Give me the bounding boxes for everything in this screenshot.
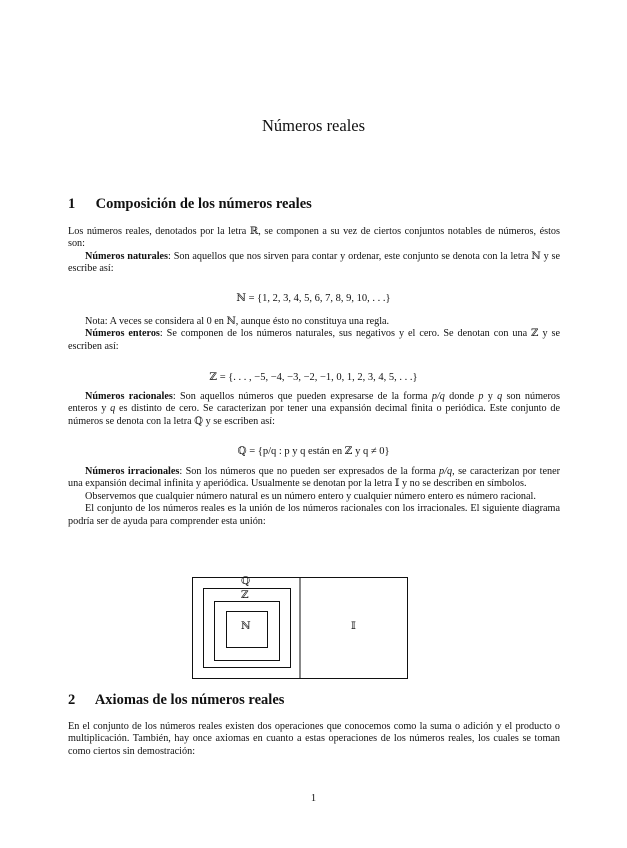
racionales-q: q [497, 391, 503, 402]
naturales-term: Números naturales [85, 250, 169, 262]
enteros-block [68, 316, 560, 353]
observemos-paragraph: Observemos que cualquier número natural es un número entero y cualquier número entero es número racional. [85, 490, 536, 502]
union-paragraph: El conjunto de los números reales es la unión de los números racionales con los irracionales. El siguiente diagrama podría ser de ayuda para comprender esta unión: [68, 503, 560, 527]
section-1-intro-block [68, 226, 560, 276]
enteros-text: : Se componen de los números naturales, sus negativos y el cero. Se denotan con una ℤ y se escriben así: [68, 328, 560, 352]
irracionales-text-a: : Son los números que no pueden ser expresados de la forma [179, 466, 440, 477]
section-2-heading [68, 692, 284, 709]
enteros-formula: ℤ = {. . . , −5, −4, −3, −2, −1, 0, 1, 2, 3, 4, 5, . . .} [209, 372, 418, 383]
section-1-intro: Los números reales, denotados por la letra ℝ, se componen a su vez de ciertos conjuntos notables de números, éstos son: [68, 226, 560, 250]
section-1-title: Composición de los números reales [95, 196, 312, 212]
racionales-p: p [478, 391, 484, 402]
irracionales-block [68, 466, 560, 528]
racionales-formula: ℚ = {p/q : p y q están en ℤ y q ≠ 0} [237, 446, 390, 457]
sets-diagram [192, 577, 408, 679]
irrationals-label: 𝕀 [351, 621, 356, 632]
racionales-paragraph [68, 391, 560, 428]
enteros-paragraph [68, 328, 560, 353]
irracionales-text-b: , se caracterizan por tener una expansión decimal infinita y aperiódica. Usualmente se denotan por la letra 𝕀 y no se describen en símbolos. [68, 466, 561, 490]
irracionales-paragraph [68, 466, 560, 491]
naturals-label: ℕ [241, 621, 251, 632]
section-2-text: En el conjunto de los números reales existen dos operaciones que conocemos como la suma o adición y el producto o multiplicación. También, hay once axiomas en cuanto a estas operaciones de los números reales, los cuales se toman como ciertos sin demostración: [68, 721, 560, 757]
racionales-text-a: : Son aquellos números que pueden expresarse de la forma [172, 391, 432, 402]
naturales-paragraph [68, 251, 560, 276]
racionales-block [68, 391, 560, 428]
racionales-text-e: es distinto de cero. Se caracterizan por tener una expansión decimal finita o periódica. Este conjunto de números se denota con la letra ℚ y se escriben así: [68, 403, 561, 427]
rationals-label: ℚ [241, 576, 251, 587]
section-2-number: 2 [68, 692, 76, 708]
racionales-text-b: donde [444, 391, 479, 402]
enteros-term: Números enteros [85, 328, 160, 340]
section-2-block [68, 721, 560, 758]
racionales-text-d: son números enteros y [68, 391, 560, 415]
nota-paragraph: Nota: A veces se considera al 0 en ℕ, aunque ésto no constituya una regla. [85, 316, 390, 327]
sets-diagram-svg [192, 577, 408, 679]
section-1-number: 1 [68, 196, 76, 212]
irracionales-term: Números irracionales [85, 466, 180, 477]
naturales-text: : Son aquellos que nos sirven para contar y ordenar, este conjunto se denota con la letra ℕ y se escribe así: [68, 250, 560, 275]
section-2-title: Axiomas de los números reales [94, 692, 285, 708]
racionales-text-c: y [483, 391, 498, 402]
page-number: 1 [310, 793, 317, 804]
integers-label: ℤ [241, 590, 249, 601]
irracionales-pq: p/q [439, 466, 453, 477]
racionales-pq: p/q [431, 391, 445, 402]
page-title: Números reales [261, 116, 366, 135]
racionales-term: Números racionales [85, 391, 173, 402]
racionales-q2: q [110, 403, 116, 415]
naturales-formula: ℕ = {1, 2, 3, 4, 5, 6, 7, 8, 9, 10, . . .} [236, 293, 391, 304]
section-1-heading [68, 196, 312, 213]
